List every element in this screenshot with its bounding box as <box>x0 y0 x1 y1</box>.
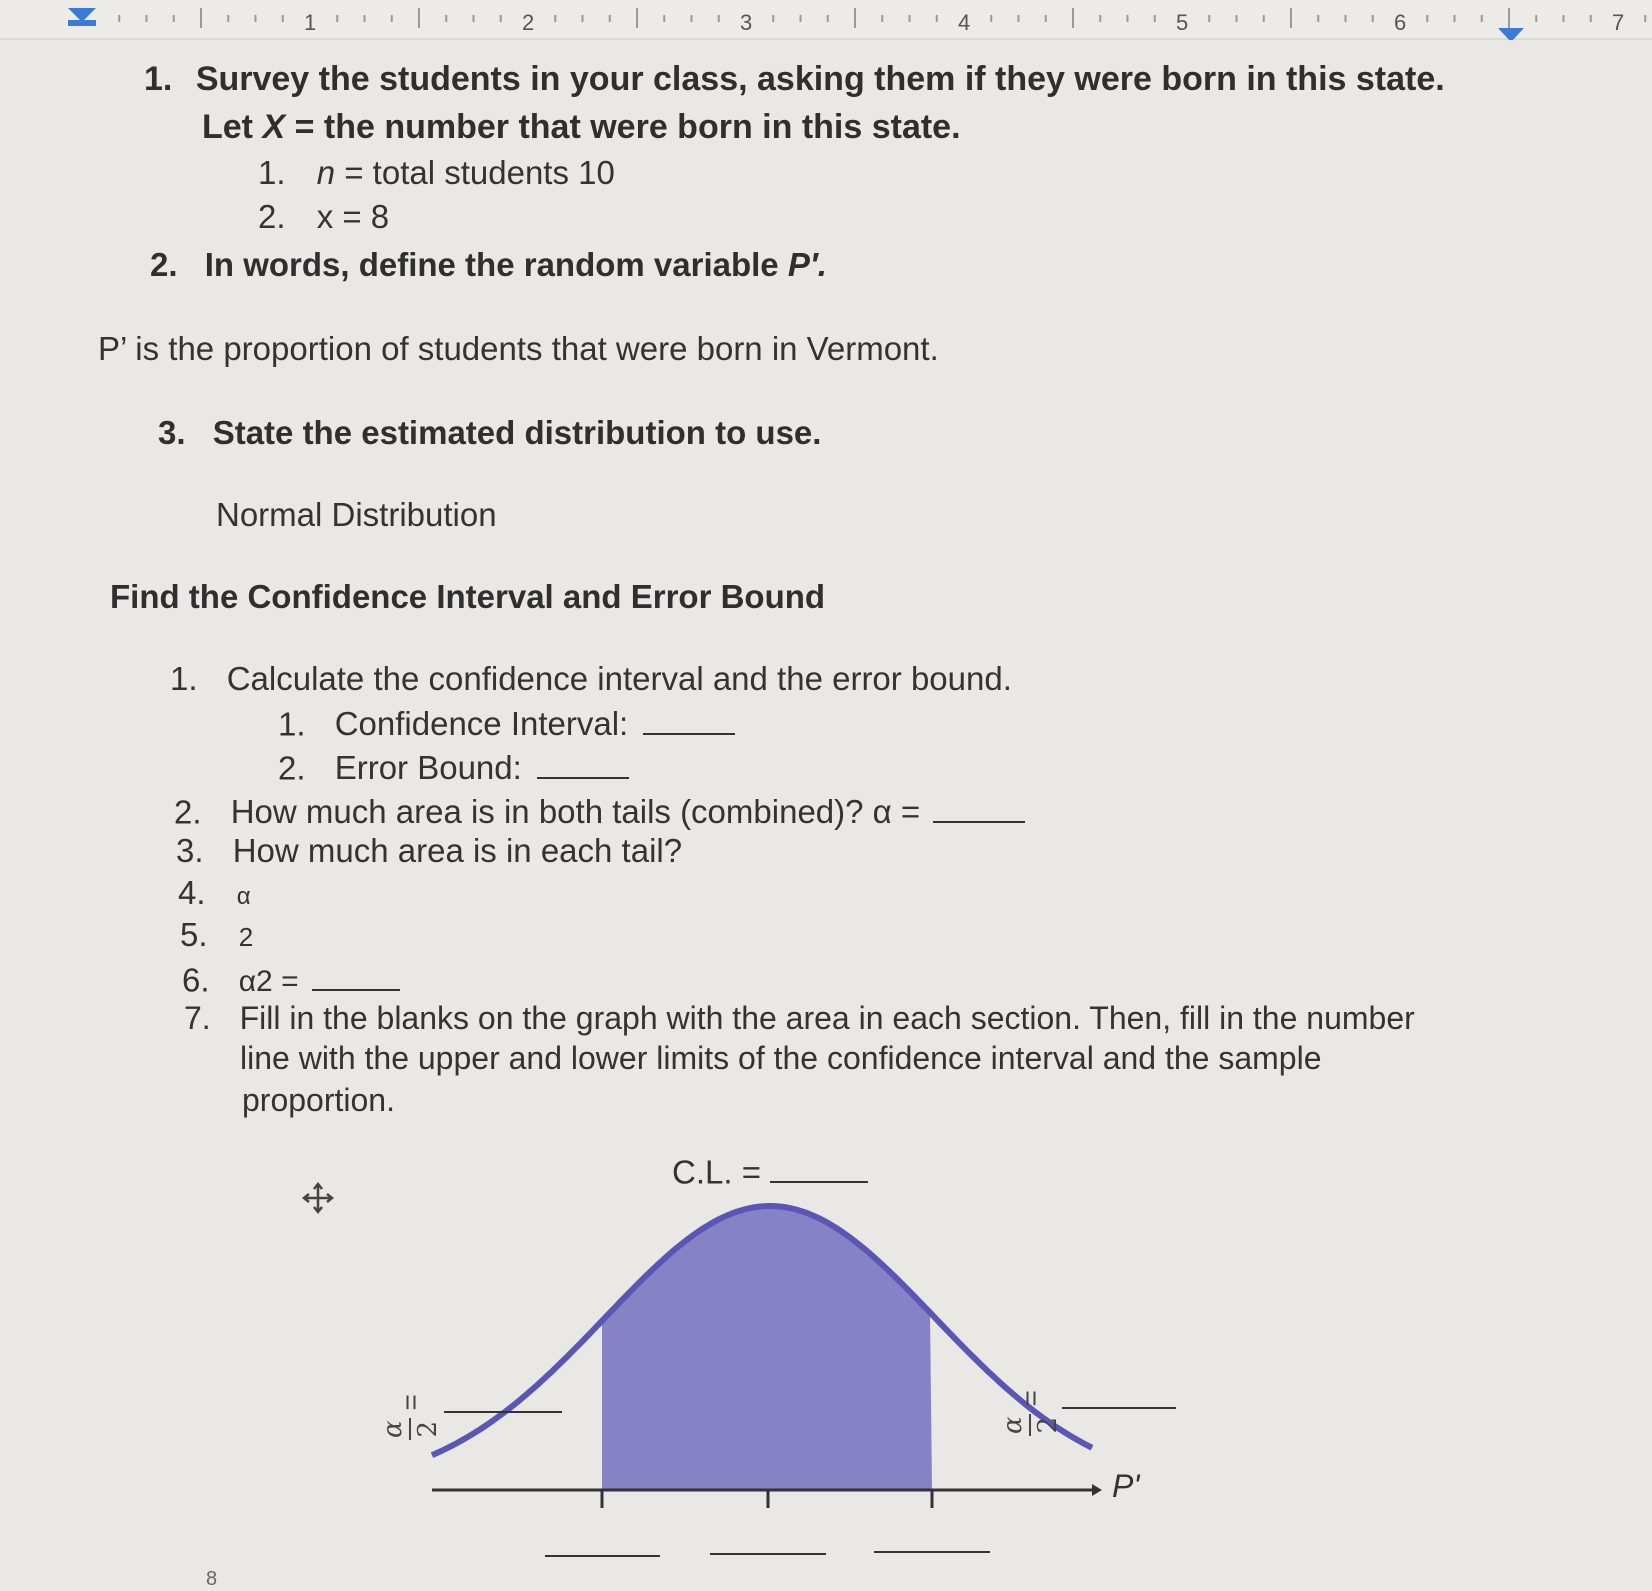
horizontal-ruler[interactable] <box>0 0 1652 40</box>
confidence-level-blank[interactable] <box>770 1150 868 1183</box>
ci-q6 <box>182 958 400 999</box>
right-tail-fraction <box>1000 1390 1061 1436</box>
q6-text: α2 = <box>238 965 299 999</box>
sub1-number: 1. <box>258 154 286 191</box>
sub1-var: n <box>316 154 336 191</box>
right-equals: = <box>1014 1390 1046 1407</box>
alpha-half-blank[interactable] <box>312 958 400 991</box>
item1-line2-prefix: Let <box>202 108 263 146</box>
ci-q7 <box>184 1000 1415 1037</box>
ruler-number: 4 <box>958 10 971 35</box>
ruler-number: 5 <box>1176 10 1189 35</box>
q7-line3: proportion. <box>242 1082 395 1118</box>
q1-text: Calculate the confidence interval and the error bound. <box>226 660 1012 697</box>
answer3-text[interactable]: Normal Distribution <box>216 496 497 533</box>
axis-label-p-prime: P' <box>1112 1468 1140 1504</box>
ci-q3 <box>176 832 682 870</box>
confidence-level-label <box>672 1150 868 1191</box>
q3-number: 3. <box>176 832 204 869</box>
item3-text: State the estimated distribution to use. <box>212 414 822 451</box>
move-cursor-icon <box>304 1184 332 1212</box>
q5-number: 5. <box>180 916 208 953</box>
left-equals: = <box>394 1394 426 1411</box>
error-bound-blank[interactable] <box>537 746 629 779</box>
sub2-text: x = 8 <box>316 198 390 235</box>
item2-question <box>150 246 827 284</box>
item1-sub2 <box>258 198 389 236</box>
confidence-interval-blank[interactable] <box>643 702 735 735</box>
ruler-number: 3 <box>740 10 753 35</box>
item1-line1: Survey the students in your class, asking them if they were born in this state. <box>195 60 1445 98</box>
item1-sub1 <box>258 154 615 192</box>
sub1-text: = total students 10 <box>335 154 615 191</box>
q2-number: 2. <box>174 793 202 831</box>
ci-heading: Find the Confidence Interval and Error Bound <box>110 578 826 615</box>
ruler-number: 7 <box>1612 10 1625 35</box>
q5-two: 2 <box>238 922 254 952</box>
ci-q2 <box>174 790 1025 831</box>
q7-line1: Fill in the blanks on the graph with the area in each section. Then, fill in the number <box>239 1000 1415 1036</box>
q7-number: 7. <box>184 1000 211 1036</box>
alpha-blank[interactable] <box>933 790 1025 823</box>
item1-line2-rest: = the number that were born in this state. <box>285 108 961 146</box>
q1-sub1-text: Confidence Interval: <box>334 705 629 743</box>
ci-q1-sub2 <box>278 746 629 787</box>
item3-question <box>158 414 821 452</box>
ci-q5 <box>180 916 253 954</box>
page-number: 8 <box>206 1568 218 1590</box>
q1-number: 1. <box>170 660 198 697</box>
ruler-number: 6 <box>1394 10 1407 35</box>
item2-number: 2. <box>150 246 178 283</box>
right-alpha: α <box>1000 1414 1031 1436</box>
answer2-text[interactable]: P’ is the proportion of students that were born in Vermont. <box>98 330 939 367</box>
axis-arrow <box>1092 1484 1102 1496</box>
q4-number: 4. <box>178 874 206 911</box>
left-alpha: α <box>380 1418 411 1440</box>
q1-sub2-number: 2. <box>278 749 306 787</box>
ruler-number: 1 <box>304 10 317 35</box>
item1-question <box>144 60 1445 99</box>
q3-text: How much area is in each tail? <box>232 832 683 869</box>
left-tail-fraction <box>380 1394 441 1440</box>
ruler-number: 2 <box>522 10 535 35</box>
item3-number: 3. <box>158 414 186 451</box>
cl-text: C.L. = <box>672 1153 761 1191</box>
item1-line2-var: X <box>262 108 286 146</box>
q1-sub2-text: Error Bound: <box>334 749 522 787</box>
first-line-indent-marker <box>68 20 96 26</box>
right-two: 2 <box>1033 1416 1063 1434</box>
confidence-level-area <box>602 1206 932 1490</box>
item1-number: 1. <box>144 60 173 98</box>
item1-line2 <box>202 108 961 147</box>
q7-line2: line with the upper and lower limits of the confidence interval and the sample <box>240 1040 1322 1076</box>
q2-text: How much area is in both tails (combined)? α = <box>230 793 921 831</box>
q1-sub1-number: 1. <box>278 705 306 743</box>
left-two: 2 <box>413 1420 443 1438</box>
sub2-number: 2. <box>258 198 286 235</box>
item2-text: In words, define the random variable <box>204 246 788 283</box>
q6-number: 6. <box>182 961 210 999</box>
item2-var: P′. <box>787 246 827 283</box>
q4-alpha: α <box>236 883 251 910</box>
ci-q1 <box>170 660 1012 698</box>
bell-curve <box>432 1206 1092 1455</box>
ci-q1-sub1 <box>278 702 735 743</box>
ci-q4 <box>178 874 251 912</box>
